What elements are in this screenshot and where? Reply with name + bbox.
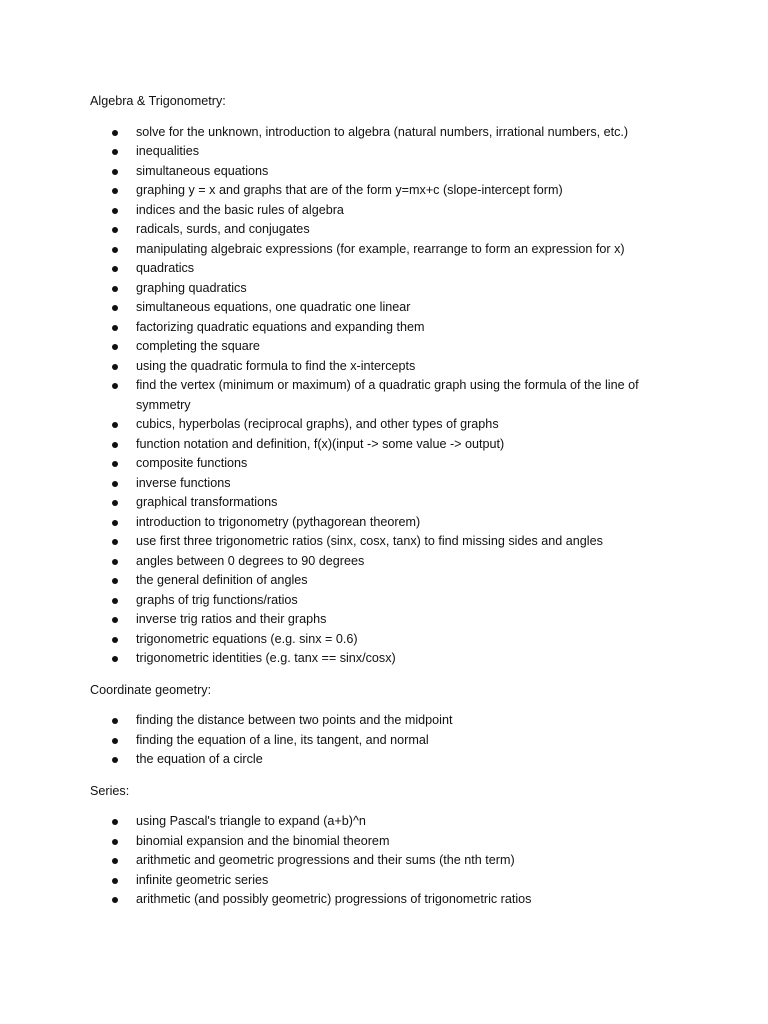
list-item (90, 415, 676, 435)
bullet-icon (112, 169, 118, 175)
list-item-text: graphing y = x and graphs that are of the form y=mx+c (slope-intercept form) (136, 183, 563, 197)
document-content (90, 92, 690, 922)
section-heading: Series: (90, 783, 130, 798)
list-item (90, 376, 676, 415)
bullet-list (90, 123, 690, 669)
list-item (90, 181, 676, 201)
section-heading: Coordinate geometry: (90, 682, 212, 697)
list-item-text: using the quadratic formula to find the x-intercepts (136, 358, 416, 373)
bullet-list (90, 812, 690, 910)
bullet-list (90, 711, 690, 770)
list-item (90, 357, 676, 377)
section-2 (90, 782, 690, 910)
bullet-icon (112, 500, 118, 506)
list-item-text: graphing quadratics (136, 280, 247, 295)
list-item (90, 493, 676, 513)
bullet-icon (112, 656, 118, 662)
list-item (90, 220, 676, 240)
bullet-icon (112, 442, 118, 448)
list-item-text: completing the square (136, 339, 260, 353)
list-item (90, 630, 676, 650)
bullet-icon (112, 383, 118, 389)
bullet-icon (112, 325, 118, 331)
list-item (90, 871, 676, 891)
list-item (90, 318, 676, 338)
bullet-icon (112, 819, 118, 825)
list-item (90, 513, 676, 533)
list-item (90, 142, 676, 162)
bullet-icon (112, 227, 118, 233)
list-item-text: use first three trigonometric ratios (sinx, cosx, tanx) to find missing sides and angles (136, 534, 603, 548)
bullet-icon (112, 461, 118, 467)
list-item (90, 711, 676, 731)
list-item-text: arithmetic and geometric progressions and their sums (the nth term) (136, 853, 515, 867)
list-item-text: manipulating algebraic expressions (for example, rearrange to form an expression for x) (136, 241, 625, 256)
section-0 (90, 92, 690, 669)
list-item (90, 731, 676, 751)
section-heading: Algebra & Trigonometry: (90, 94, 226, 108)
list-item-text: angles between 0 degrees to 90 degrees (136, 553, 365, 568)
list-item-text: using Pascal's triangle to expand (a+b)^n (136, 814, 366, 828)
list-item (90, 649, 676, 669)
list-item-text: trigonometric equations (e.g. sinx = 0.6) (136, 631, 358, 646)
list-item-text: simultaneous equations (136, 163, 269, 178)
bullet-icon (112, 878, 118, 884)
list-item (90, 571, 676, 591)
bullet-icon (112, 481, 118, 487)
bullet-icon (112, 188, 118, 194)
bullet-icon (112, 344, 118, 350)
bullet-icon (112, 718, 118, 724)
list-item (90, 298, 676, 318)
list-item (90, 201, 676, 221)
list-item-text: graphs of trig functions/ratios (136, 592, 298, 607)
bullet-icon (112, 598, 118, 604)
list-item-text: infinite geometric series (136, 872, 269, 887)
list-item-text: inequalities (136, 144, 200, 158)
bullet-icon (112, 208, 118, 214)
bullet-icon (112, 897, 118, 903)
list-item-text: cubics, hyperbolas (reciprocal graphs), and other types of graphs (136, 417, 499, 431)
list-item-text: find the vertex (minimum or maximum) of a quadratic graph using the formula of the line of symmetry (136, 378, 639, 412)
list-item-text: graphical transformations (136, 495, 278, 509)
list-item (90, 435, 676, 455)
bullet-icon (112, 839, 118, 845)
list-item-text: function notation and definition, f(x)(input -> some value -> output) (136, 436, 505, 451)
list-item (90, 812, 676, 832)
list-item-text: inverse trig ratios and their graphs (136, 612, 327, 626)
bullet-icon (112, 539, 118, 545)
bullet-icon (112, 757, 118, 763)
list-item (90, 851, 676, 871)
bullet-icon (112, 305, 118, 311)
list-item-text: finding the distance between two points and the midpoint (136, 713, 453, 727)
bullet-icon (112, 637, 118, 643)
list-item-text: simultaneous equations, one quadratic one linear (136, 300, 411, 314)
list-item (90, 259, 676, 279)
list-item-text: the general definition of angles (136, 573, 308, 587)
list-item-text: factorizing quadratic equations and expanding them (136, 319, 425, 334)
bullet-icon (112, 266, 118, 272)
bullet-icon (112, 247, 118, 253)
bullet-icon (112, 858, 118, 864)
list-item (90, 750, 676, 770)
list-item (90, 532, 676, 552)
list-item (90, 890, 676, 910)
list-item-text: composite functions (136, 456, 248, 470)
bullet-icon (112, 520, 118, 526)
list-item-text: quadratics (136, 261, 195, 275)
list-item-text: finding the equation of a line, its tangent, and normal (136, 732, 429, 747)
bullet-icon (112, 559, 118, 565)
list-item-text: solve for the unknown, introduction to algebra (natural numbers, irrational numbers, etc.) (136, 124, 629, 139)
list-item (90, 279, 676, 299)
list-item (90, 162, 676, 182)
list-item (90, 552, 676, 572)
list-item-text: radicals, surds, and conjugates (136, 222, 310, 236)
list-item (90, 832, 676, 852)
section-1 (90, 681, 690, 770)
list-item (90, 454, 676, 474)
list-item-text: the equation of a circle (136, 752, 263, 766)
list-item-text: indices and the basic rules of algebra (136, 202, 344, 217)
bullet-icon (112, 578, 118, 584)
list-item (90, 123, 676, 143)
list-item-text: arithmetic (and possibly geometric) progressions of trigonometric ratios (136, 892, 532, 906)
list-item-text: binomial expansion and the binomial theorem (136, 833, 390, 848)
bullet-icon (112, 422, 118, 428)
bullet-icon (112, 617, 118, 623)
list-item (90, 474, 676, 494)
list-item-text: introduction to trigonometry (pythagorean theorem) (136, 514, 421, 529)
bullet-icon (112, 286, 118, 292)
bullet-icon (112, 130, 118, 136)
bullet-icon (112, 149, 118, 155)
bullet-icon (112, 364, 118, 370)
list-item (90, 610, 676, 630)
bullet-icon (112, 738, 118, 744)
list-item (90, 240, 676, 260)
list-item-text: trigonometric identities (e.g. tanx == sinx/cosx) (136, 651, 396, 665)
list-item-text: inverse functions (136, 475, 231, 490)
list-item (90, 337, 676, 357)
list-item (90, 591, 676, 611)
